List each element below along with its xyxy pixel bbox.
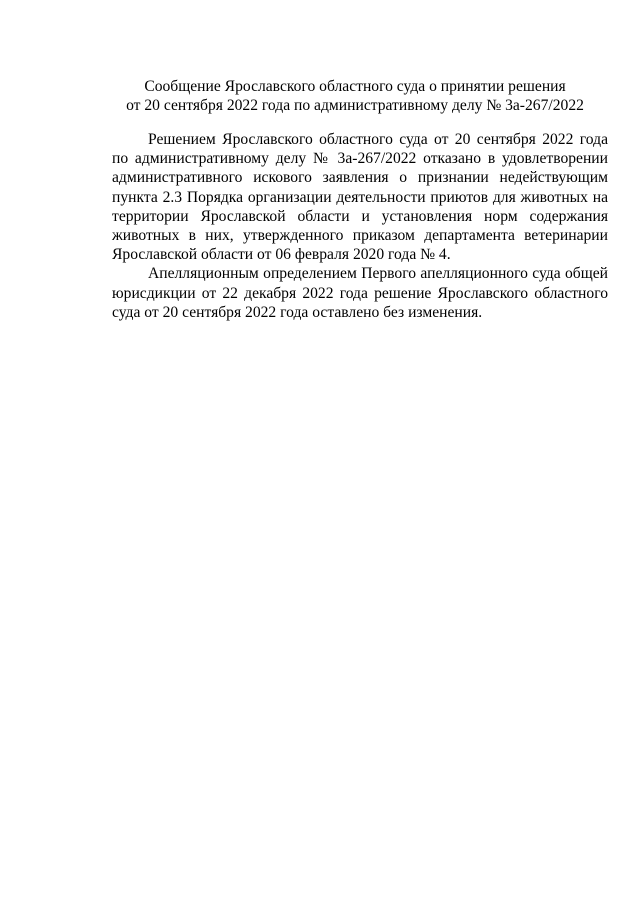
title-line-2: от 20 сентября 2022 года по административному делу № 3а-267/2022 bbox=[126, 97, 584, 114]
paragraph-appeal: Апелляционным определением Первого апелляционного суда общей юрисдикции от 22 декабря 2022 года решение Ярославского областного суда от 20 сентября 2022 года оставлено без изменения. bbox=[112, 265, 608, 321]
paragraph-decision: Решением Ярославского областного суда от 20 сентября 2022 года по административному делу № 3а-267/2022 отказано в удовлетворении административного искового заявления о признании недействующим пункта 2.3 Порядка организации деятельности приютов для животных на территории Ярославской области и установления норм содержания животных в них, утвержденного приказом департамента ветеринарии Ярославской области от 06 февраля 2020 года № 4. bbox=[112, 131, 608, 264]
document-title bbox=[100, 77, 610, 115]
title-line-1: Сообщение Ярославского областного суда о принятии решения bbox=[144, 78, 566, 95]
document-body bbox=[112, 130, 608, 322]
